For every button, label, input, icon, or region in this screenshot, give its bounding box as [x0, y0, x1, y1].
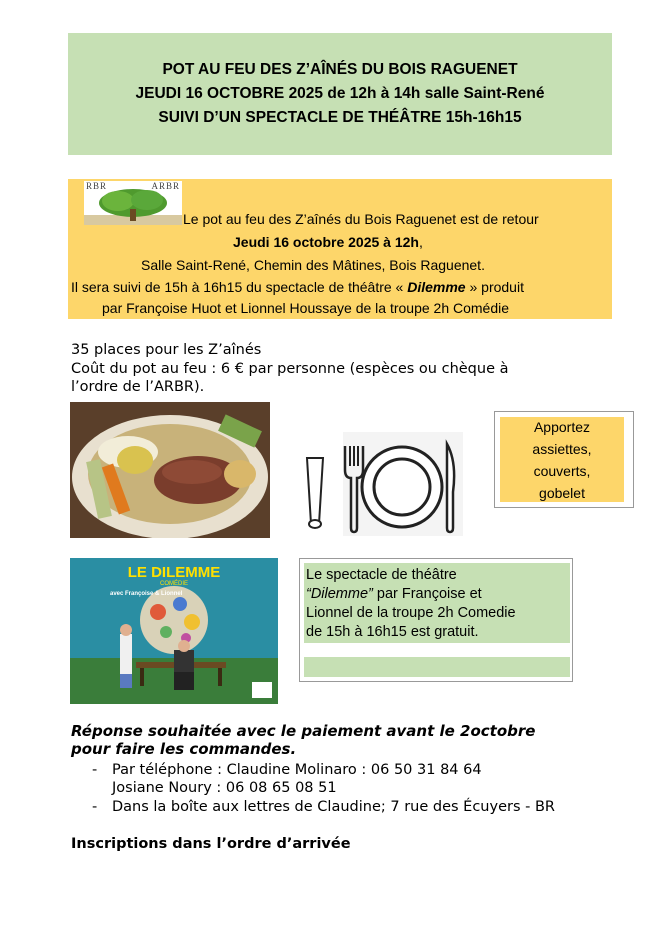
response-line-2: pour faire les commandes.	[71, 740, 297, 758]
response-bullet-2: -	[92, 799, 98, 815]
response-item-phone: Par téléphone : Claudine Molinaro : 06 50 31 84 64	[112, 762, 482, 778]
logo-text-right: ARBR	[151, 181, 180, 191]
response-item-mailbox: Dans la boîte aux lettres de Claudine; 7 rue des Écuyers - BR	[112, 799, 555, 815]
intro-date-suffix: ,	[418, 234, 423, 250]
logo-text-left: RBR	[86, 181, 108, 191]
show-play-title: “Dilemme”	[306, 586, 373, 602]
dilemme-poster	[70, 558, 278, 704]
intro-play-title: Dilemme	[407, 279, 466, 295]
show-line-4: de 15h à 16h15 est gratuit.	[306, 624, 479, 640]
bring-box-inner	[500, 417, 624, 502]
show-line-2-rest: par Françoise et	[372, 586, 482, 602]
title-line-2: JEUDI 16 OCTOBRE 2025 de 12h à 14h salle Saint-René	[135, 85, 545, 102]
bring-line-4: gobelet	[539, 484, 585, 501]
bring-box	[494, 411, 634, 508]
title-line-3: SUIVI D’UN SPECTACLE DE THÉÂTRE 15h-16h15	[158, 109, 522, 126]
intro-line-1: Le pot au feu des Z’aînés du Bois Raguenet est de retour	[183, 211, 539, 227]
cost-line-2: l’ordre de l’ARBR).	[71, 379, 205, 395]
intro-line-4-prefix: Il sera suivi de 15h à 16h15 du spectacle de théâtre «	[71, 279, 408, 295]
show-line-1: Le spectacle de théâtre	[306, 567, 457, 583]
title-line-1: POT AU FEU DES Z’AÎNÉS DU BOIS RAGUENET	[162, 61, 518, 78]
intro-line-4	[71, 277, 524, 297]
tableware-icon	[303, 432, 463, 536]
tree-icon	[84, 181, 182, 225]
poster-cast: avec Françoise & Lionnel	[110, 591, 183, 597]
response-item-phone-2: Josiane Noury : 06 08 65 08 51	[112, 780, 337, 796]
poster-subtitle: COMÉDIE	[159, 581, 188, 587]
cost-line-1: Coût du pot au feu : 6 € par personne (espèces ou chèque à	[71, 361, 509, 377]
show-box	[299, 558, 573, 682]
bring-line-1: Apportez	[533, 418, 591, 435]
pot-au-feu-image	[70, 402, 270, 538]
poster-title: LE DILEMME	[127, 564, 221, 581]
intro-line-2	[233, 232, 423, 252]
places-text: 35 places pour les Z’aînés	[71, 342, 262, 358]
response-bullet-1: -	[92, 762, 98, 778]
bring-line-2: assiettes,	[532, 440, 592, 457]
intro-line-3: Salle Saint-René, Chemin des Mâtines, Bois Raguenet.	[141, 257, 485, 273]
intro-line-4-suffix: » produit	[465, 279, 524, 295]
intro-date: Jeudi 16 octobre 2025 à 12h	[233, 234, 419, 250]
bring-line-3: couverts,	[533, 462, 591, 479]
show-bottom-bar	[304, 657, 570, 677]
arbr-logo	[84, 181, 182, 225]
title-banner	[68, 33, 612, 155]
inscriptions-text: Inscriptions dans l’ordre d’arrivée	[71, 836, 351, 852]
show-line-3: Lionnel de la troupe 2h Comedie	[306, 605, 516, 621]
intro-line-5: par Françoise Huot et Lionnel Houssaye de la troupe 2h Comédie	[102, 300, 510, 316]
pot-au-feu-photo	[70, 402, 270, 538]
show-line-2	[306, 585, 482, 604]
response-line-1: Réponse souhaitée avec le paiement avant le 2octobre	[71, 722, 536, 740]
